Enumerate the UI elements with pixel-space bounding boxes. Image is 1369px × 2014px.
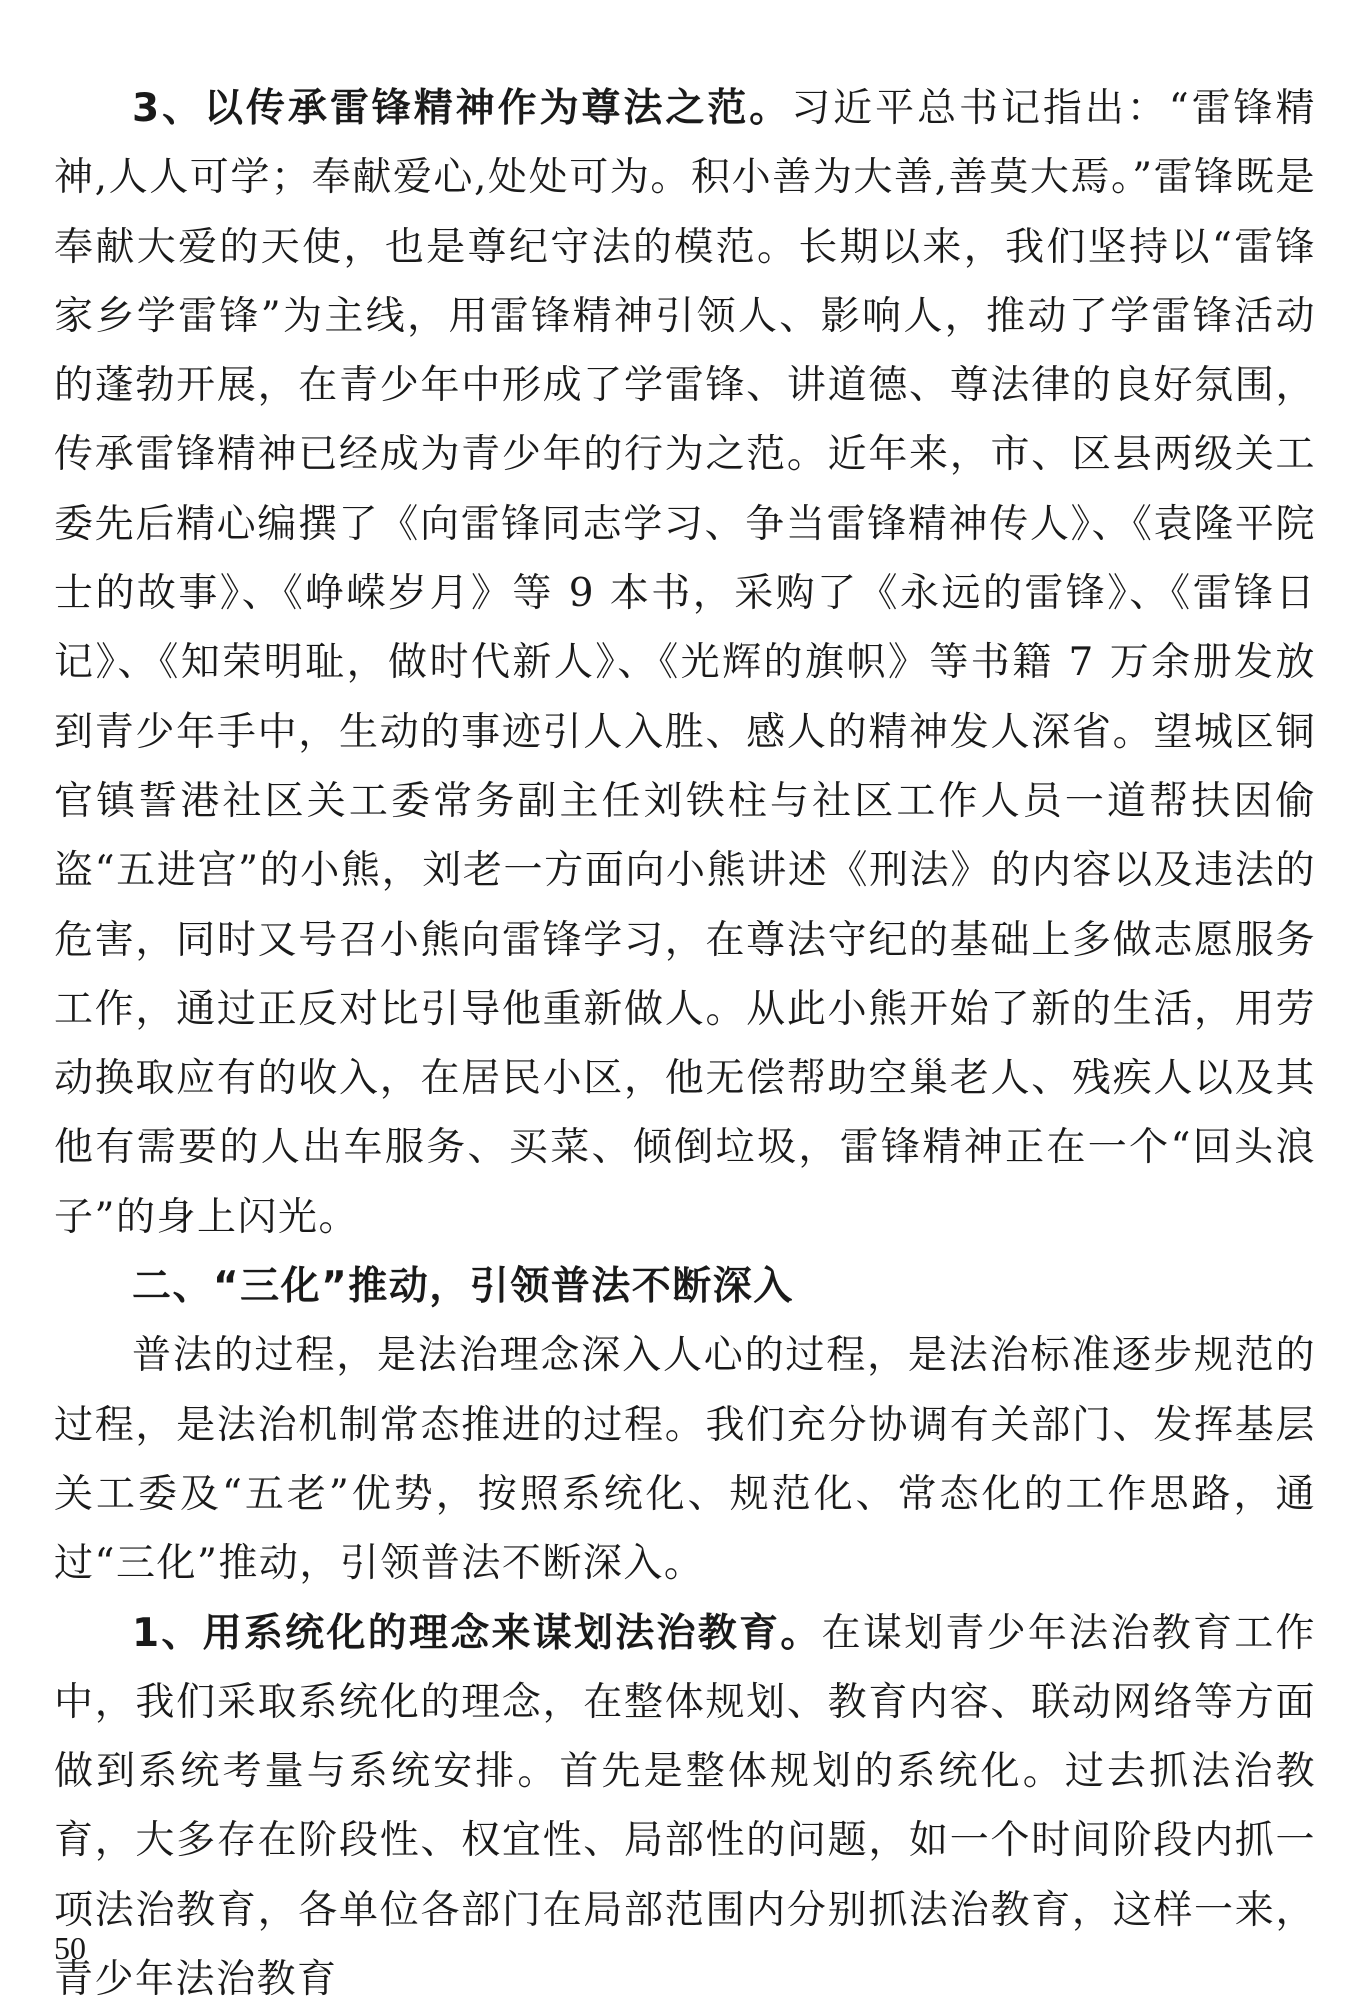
paragraph-lead: 3、以传承雷锋精神作为尊法之范。 (132, 86, 792, 131)
document-page (54, 74, 1316, 2014)
section-heading: 二、“三化”推动，引领普法不断深入 (132, 1264, 794, 1310)
paragraph-text: 在谋划青少年法治教育工作中，我们采取系统化的理念，在整体规划、教育内容、联动网络等方面做到系统考量与系统安排。首先是整体规划的系统化。过去抓法治教育，大多存在阶段性、权宜性、局部性的问题，如一个时间阶段内抓一项法治教育，各单位各部门在局部范围内分别抓法治教育，这样一来，青少年法治教育 (54, 1610, 1316, 2003)
page-number: 50 (54, 1930, 86, 1966)
paragraph-text: 习近平总书记指出：“雷锋精神,人人可学；奉献爱心,处处可为。积小善为大善,善莫大焉。”雷锋既是奉献大爱的天使，也是尊纪守法的模范。长期以来，我们坚持以“雷锋家乡学雷锋”为主线，用雷锋精神引领人、影响人，推动了学雷锋活动的蓬勃开展，在青少年中形成了学雷锋、讲道德、尊法律的良好氛围，传承雷锋精神已经成为青少年的行为之范。近年来，市、区县两级关工委先后精心编撰了《向雷锋同志学习、争当雷锋精神传人》、《袁隆平院士的故事》、《峥嵘岁月》等 9 本书，采购了《永远的雷锋》、《雷锋日记》、《知荣明耻，做时代新人》、《光辉的旗帜》等书籍 7 万余册发放到青少年手中，生动的事迹引人入胜、感人的精神发人深省。望城区铜官镇誓港社区关工委常务副主任刘铁柱与社区工作人员一道帮扶因偷盗“五进宫”的小熊，刘老一方面向小熊讲述《刑法》的内容以及违法的危害，同时又号召小熊向雷锋学习，在尊法守纪的基础上多做志愿服务工作，通过正反对比引导他重新做人。从此小熊开始了新的生活，用劳动换取应有的收入，在居民小区，他无偿帮助空巢老人、残疾人以及其他有需要的人出车服务、买菜、倾倒垃圾，雷锋精神正在一个“回头浪子”的身上闪光。 (54, 86, 1316, 1240)
paragraph-intro (54, 1321, 1316, 1598)
paragraph-lead: 1、用系统化的理念来谋划法治教育。 (132, 1610, 822, 1656)
paragraph-systematic (54, 1599, 1316, 2014)
paragraph-leifeng-spirit (54, 74, 1316, 1252)
paragraph-text: 普法的过程，是法治理念深入人心的过程，是法治标准逐步规范的过程，是法治机制常态推进的过程。我们充分协调有关部门、发挥基层关工委及“五老”优势，按照系统化、规范化、常态化的工作思路，通过“三化”推动，引领普法不断深入。 (54, 1333, 1316, 1587)
